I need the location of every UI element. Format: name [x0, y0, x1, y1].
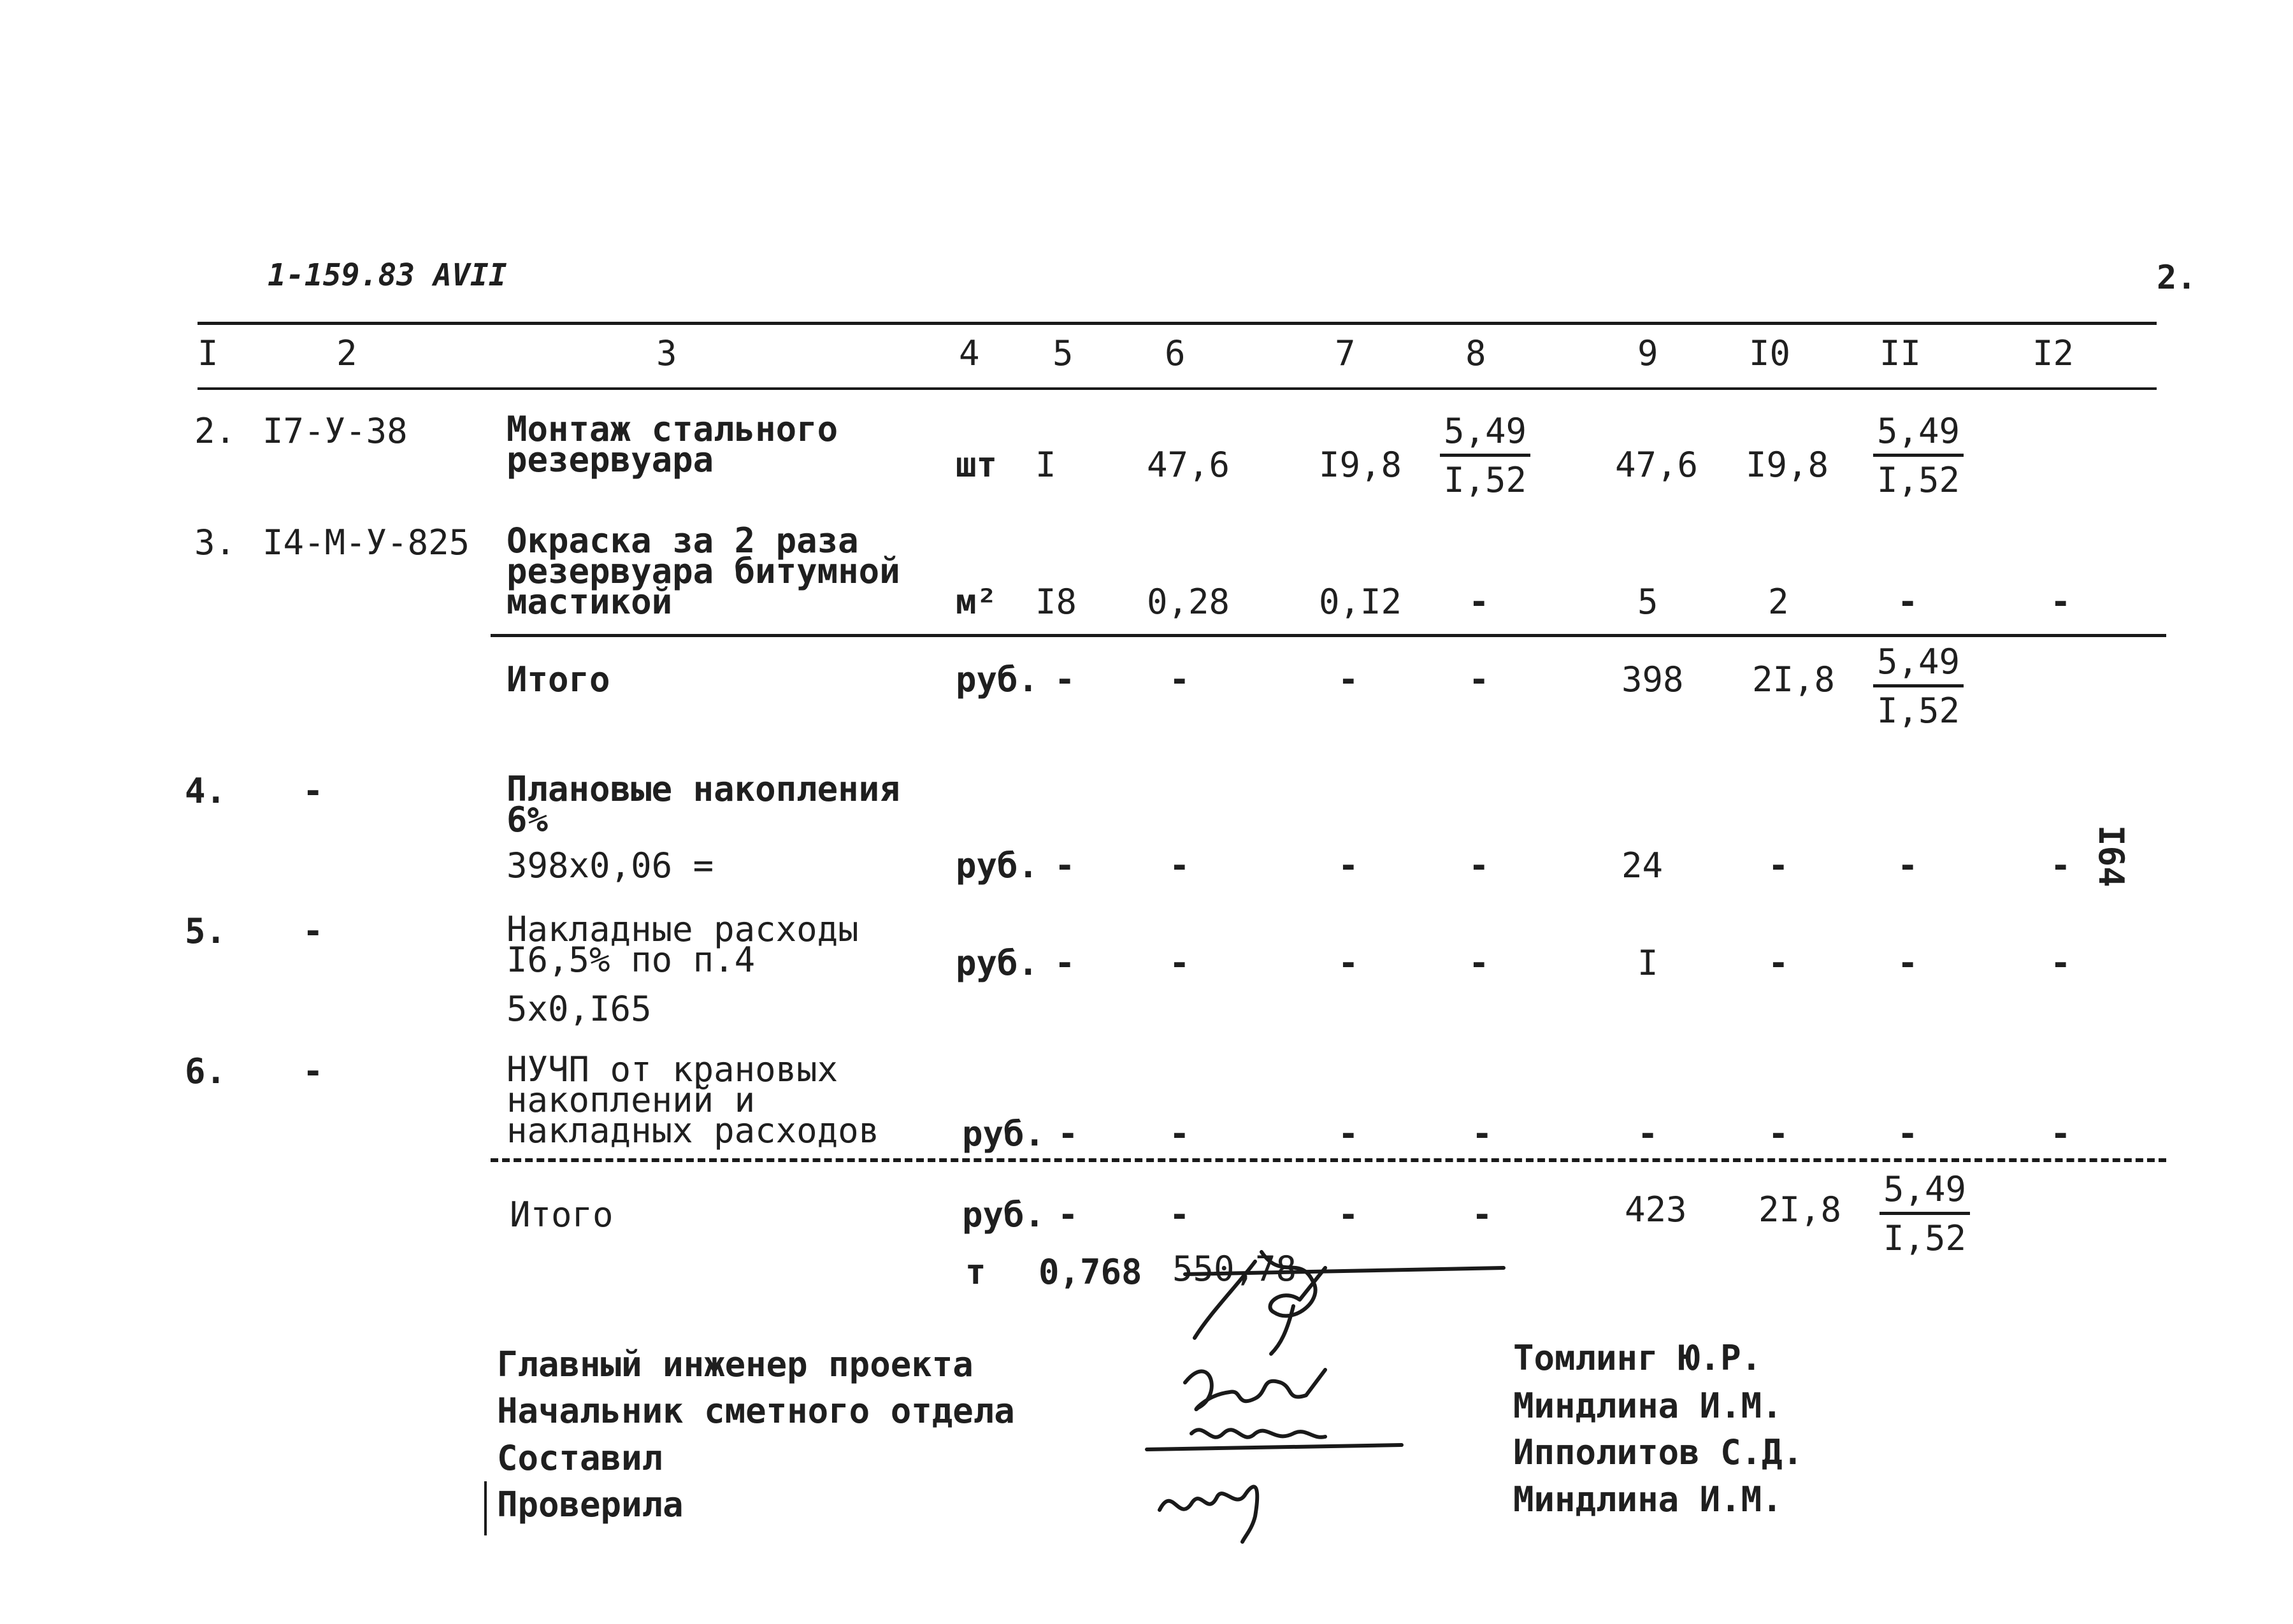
row-qty: I [1035, 445, 1056, 485]
row-number: 6. [185, 1051, 227, 1091]
header-bottom-rule [198, 387, 2157, 390]
row-col9: - [1637, 1114, 1658, 1154]
subtotal-col8: - [1469, 659, 1490, 700]
row-name-line: I6,5% по п.4 [507, 940, 756, 980]
row-col12: - [2050, 845, 2071, 886]
fraction-numerator: 5,49 [1880, 1172, 1970, 1215]
col-header-8: 8 [1465, 333, 1486, 373]
signature-stroke [1195, 1252, 1325, 1354]
row-code: I4-М-У-825 [262, 522, 470, 563]
row-code: - [303, 911, 324, 951]
row-col8: - [1469, 582, 1490, 622]
fraction-denominator: I,52 [1877, 460, 1960, 500]
subtotal-col6: - [1169, 659, 1190, 700]
row-col7: I9,8 [1319, 445, 1402, 485]
col-header-9: 9 [1637, 333, 1658, 373]
row-col7: - [1338, 943, 1359, 983]
row-qty: I8 [1035, 582, 1077, 622]
row-code: I7-У-38 [262, 411, 408, 451]
col-header-10: I0 [1749, 333, 1791, 373]
row-col5: - [1054, 845, 1075, 886]
col-header-3: 3 [656, 333, 677, 373]
fraction-numerator: 5,49 [1440, 414, 1530, 457]
row-unit: м² [956, 582, 998, 622]
signature-stroke [1185, 1268, 1504, 1274]
row-name-line: Монтаж стального [507, 409, 838, 449]
row-col12: - [2050, 1114, 2071, 1154]
row-unit: руб. [956, 845, 1039, 886]
row-formula: 398x0,06 = [507, 845, 714, 886]
total-col11-fraction [1880, 1169, 1970, 1258]
row-unit: руб. [962, 1114, 1046, 1154]
fraction-denominator: I,52 [1883, 1218, 1967, 1258]
col-header-11: II [1880, 333, 1922, 373]
row-col10: - [1768, 943, 1789, 983]
weight-value: 0,768 [1039, 1252, 1142, 1292]
row-col12: - [2050, 582, 2071, 622]
fraction-denominator: I,52 [1444, 460, 1527, 500]
weight-amount: 550,78 [1172, 1249, 1297, 1289]
row-col9: 24 [1621, 845, 1664, 886]
row-name-line: Накладные расходы [507, 909, 859, 949]
row-name-line: НУЧП от крановых [507, 1049, 838, 1089]
col-header-5: 5 [1053, 333, 1074, 373]
col-header-2: 2 [336, 333, 357, 373]
total-col8: - [1472, 1195, 1493, 1235]
row-code: - [303, 1051, 324, 1091]
signature-role: Проверила [497, 1484, 684, 1525]
row-name [507, 521, 900, 622]
signature-name: Миндлина И.М. [1513, 1479, 1783, 1520]
row-number: 2. [194, 411, 236, 451]
total-label: Итого [510, 1195, 614, 1235]
row-col11: - [1897, 1114, 1918, 1154]
signature-role: Главный инженер проекта [497, 1344, 974, 1384]
total-col7: - [1338, 1195, 1359, 1235]
row-name-line: Окраска за 2 раза [507, 521, 859, 561]
fraction-numerator: 5,49 [1873, 414, 1964, 457]
row-col7: 0,I2 [1319, 582, 1402, 622]
row-col6: 0,28 [1147, 582, 1230, 622]
signature-stroke [1185, 1370, 1325, 1409]
subtotal-col11-fraction [1873, 642, 1964, 731]
row-name-line: мастикой [507, 582, 673, 622]
row-unit: шт [956, 445, 998, 485]
subtotal-col10: 2I,8 [1752, 659, 1836, 700]
col-header-1: I [198, 333, 219, 373]
document-code: 1-159.83 АVII [268, 257, 507, 293]
signature-name: Миндлина И.М. [1513, 1386, 1783, 1426]
signature-stroke [1160, 1487, 1257, 1542]
signature-margin-mark [484, 1481, 487, 1535]
row-name [507, 409, 838, 480]
row-col10: - [1768, 1114, 1789, 1154]
row-col5: - [1058, 1114, 1079, 1154]
row-col11: - [1897, 943, 1918, 983]
row-col11-fraction [1873, 411, 1964, 500]
row-col8: - [1472, 1114, 1493, 1154]
row-col10: - [1768, 845, 1789, 886]
signature-name: Ипполитов С.Д. [1513, 1432, 1804, 1472]
row-col6: - [1169, 1114, 1190, 1154]
row-col11: - [1897, 582, 1918, 622]
row-col6: - [1169, 845, 1190, 886]
signature-role: Составил [497, 1438, 663, 1478]
row-number: 4. [185, 771, 227, 811]
total-unit: руб. [962, 1195, 1046, 1235]
signature-stroke [1147, 1430, 1402, 1449]
col-header-4: 4 [959, 333, 980, 373]
col-header-7: 7 [1335, 333, 1356, 373]
row-number: 3. [194, 522, 236, 563]
row-col9: 5 [1637, 582, 1658, 622]
subtotal-col5: - [1054, 659, 1075, 700]
row-unit: руб. [956, 943, 1039, 983]
subtotal-unit: руб. [956, 659, 1039, 700]
row-name-line: накоплений и [507, 1080, 756, 1120]
subtotal-rule [491, 634, 2166, 637]
row-name-line: 6% [507, 800, 549, 840]
table-top-rule [198, 322, 2157, 325]
row-col10: 2 [1768, 582, 1789, 622]
weight-unit: т [965, 1252, 986, 1292]
row-col7: - [1338, 845, 1359, 886]
row-col12: - [2050, 943, 2071, 983]
row-name [507, 909, 859, 980]
row-col9: I [1637, 943, 1658, 983]
total-col5: - [1058, 1195, 1079, 1235]
row-col5: - [1054, 943, 1075, 983]
handwritten-signatures [1134, 1242, 1580, 1548]
row-name-line: Плановые накопления [507, 769, 900, 809]
row-formula: 5x0,I65 [507, 989, 652, 1029]
row-name [507, 769, 900, 840]
row-number: 5. [185, 911, 227, 951]
row-name-line: накладных расходов [507, 1110, 880, 1151]
fraction-denominator: I,52 [1877, 691, 1960, 731]
col-header-6: 6 [1165, 333, 1186, 373]
row-col9: 47,6 [1615, 445, 1699, 485]
row-col6: 47,6 [1147, 445, 1230, 485]
row-col8: - [1469, 943, 1490, 983]
col-header-12: I2 [2032, 333, 2074, 373]
row-col8-fraction [1440, 411, 1530, 500]
row-col6: - [1169, 943, 1190, 983]
signature-role: Начальник сметного отдела [497, 1391, 1015, 1431]
row-name-line: резервуара битумной [507, 551, 900, 591]
total-col10: 2I,8 [1758, 1189, 1842, 1230]
total-col9: 423 [1625, 1189, 1687, 1230]
page-number: 2. [2157, 259, 2197, 297]
row-name-line: резервуара [507, 440, 714, 480]
side-page-number: I64 [2091, 825, 2131, 887]
row-col7: - [1338, 1114, 1359, 1154]
subtotal-label: Итого [507, 659, 610, 700]
row-name [507, 1049, 880, 1151]
total-col6: - [1169, 1195, 1190, 1235]
total-rule [491, 1158, 2166, 1162]
signature-name: Томлинг Ю.Р. [1513, 1338, 1762, 1378]
row-col10: I9,8 [1746, 445, 1829, 485]
row-col11: - [1897, 845, 1918, 886]
subtotal-col9: 398 [1621, 659, 1684, 700]
row-col8: - [1469, 845, 1490, 886]
row-code: - [303, 771, 324, 811]
subtotal-col7: - [1338, 659, 1359, 700]
fraction-numerator: 5,49 [1873, 645, 1964, 687]
